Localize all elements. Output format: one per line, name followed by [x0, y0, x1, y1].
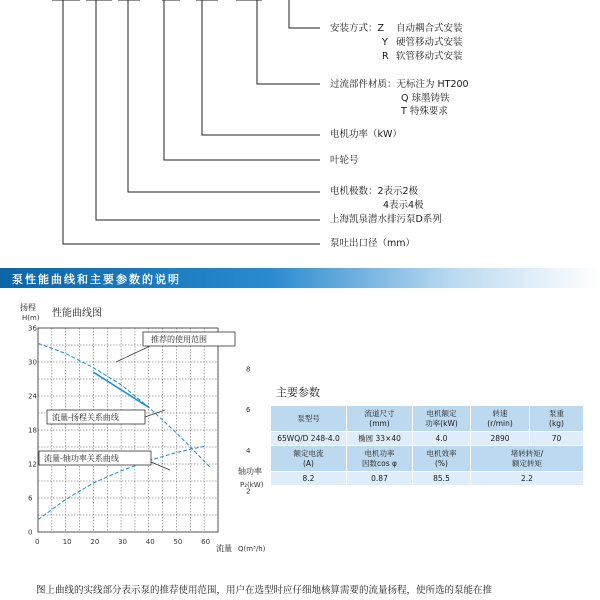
y2-tick-label: 4	[246, 446, 251, 455]
x-tick-label: 20	[90, 538, 100, 546]
params-value-row-1	[271, 432, 584, 446]
model-code-legend	[0, 0, 600, 262]
outlet-label: 泵吐出口径（mm）	[330, 238, 416, 249]
params-header-row-1	[271, 406, 584, 432]
y-tick-label: 18	[28, 426, 37, 435]
x-tick-label: 60	[201, 538, 211, 546]
callout-range-text: 推荐的使用范围	[151, 335, 207, 344]
y-tick-label: 6	[28, 494, 33, 503]
callout-power-text: 流量-轴功率关系曲线	[44, 454, 119, 463]
header-model: 泵型号	[271, 406, 347, 432]
banner-title: 泵性能曲线和主要参数的说明	[12, 273, 181, 286]
x-tick-label: 0	[35, 538, 40, 546]
params-value-row-2	[271, 472, 584, 486]
header-rated-current: 额定电流 (A)	[271, 446, 347, 472]
header-rated-power: 电机额定 功率(kW)	[413, 406, 471, 432]
value-model: 65WQ/D 248-4.0	[271, 432, 347, 446]
header-speed: 转速 (r/min)	[471, 406, 530, 432]
footer-note: 图上曲线的实线部分表示泵的推荐使用范围，用户在选型时应仔细地核算需要的流量扬程，使所选的泵能在推	[36, 585, 493, 596]
chart-series	[38, 343, 210, 519]
y-tick-label: 24	[28, 392, 37, 401]
y-tick-label: 0	[28, 528, 33, 537]
y2-tick-label: 8	[246, 365, 251, 374]
callout-head-text: 流量-扬程关系曲线	[52, 413, 119, 422]
params-title: 主要参数	[276, 386, 320, 399]
y2-tick-label: 6	[246, 406, 251, 415]
chart-title: 性能曲线图	[52, 308, 102, 319]
header-power-factor: 电机功率 因数cos φ	[347, 446, 413, 472]
motor-power-label: 电机功率（kW）	[330, 129, 402, 140]
x-tick-label: 50	[173, 538, 183, 546]
left-axis-ticks	[28, 325, 37, 537]
material-label: 过流部件材质：无标注为 HT200	[330, 79, 469, 90]
legend-leader-lines	[0, 0, 600, 262]
section-banner	[0, 268, 600, 288]
poles-option-4: 4表示4极	[383, 200, 424, 211]
value-rated-current: 8.2	[271, 472, 347, 486]
series-label: 上海凯泉潜水排污泵D系列	[330, 214, 442, 225]
params-table	[270, 405, 584, 486]
value-torque-ratio: 2.2	[471, 472, 584, 486]
install-option-y-code: Y	[382, 37, 388, 48]
x-tick-label: 30	[118, 538, 127, 546]
install-label: 安装方式：Z	[330, 23, 385, 34]
header-efficiency: 电机效率 (%)	[413, 446, 471, 472]
callout-power	[39, 451, 170, 470]
install-option-y: 硬管移动式安装	[396, 37, 463, 48]
x-axis-unit: Q(m³/h)	[238, 545, 266, 553]
left-axis-title: 扬程	[20, 303, 36, 312]
params-header-row-2	[271, 446, 584, 472]
y-tick-label: 36	[28, 324, 37, 333]
install-option-r-code: R	[382, 51, 389, 62]
header-torque-ratio: 堵转转矩/ 额定转矩	[471, 446, 584, 472]
value-power-factor: 0.87	[347, 472, 413, 486]
x-tick-label: 40	[145, 538, 155, 546]
value-weight: 70	[530, 432, 584, 446]
performance-chart	[0, 292, 266, 560]
y-tick-label: 12	[28, 460, 37, 469]
x-axis-title: 流量	[216, 544, 232, 553]
head-curve-line	[38, 343, 210, 467]
callout-head	[47, 410, 165, 424]
material-option-q: Q 球墨铸铁	[401, 93, 450, 104]
value-efficiency: 85.5	[413, 472, 471, 486]
install-option-r: 软管移动式安装	[396, 51, 463, 62]
y2-tick-label: 2	[246, 487, 251, 496]
poles-label: 电机极数：2表示2极	[330, 186, 419, 197]
callout-range	[116, 332, 235, 362]
y-tick-label: 30	[28, 358, 37, 367]
right-axis-unit: P₂(kW)	[240, 481, 264, 489]
chart-grid	[38, 328, 218, 532]
x-axis-ticks	[35, 538, 210, 546]
right-axis-title: 轴功率	[238, 467, 262, 476]
header-weight: 泵重 (kg)	[530, 406, 584, 432]
header-channel-size: 流道尺寸 (mm)	[347, 406, 413, 432]
value-speed: 2890	[471, 432, 530, 446]
value-channel-size: 椭圆 33×40	[347, 432, 413, 446]
left-axis-unit: H(m)	[22, 314, 40, 322]
impeller-label: 叶轮号	[330, 155, 359, 166]
value-rated-power: 4.0	[413, 432, 471, 446]
install-option-z: 自动耦合式安装	[396, 23, 463, 34]
material-option-t: T 特殊要求	[401, 106, 448, 117]
x-tick-label: 10	[62, 538, 72, 546]
right-axis-ticks	[246, 365, 251, 495]
